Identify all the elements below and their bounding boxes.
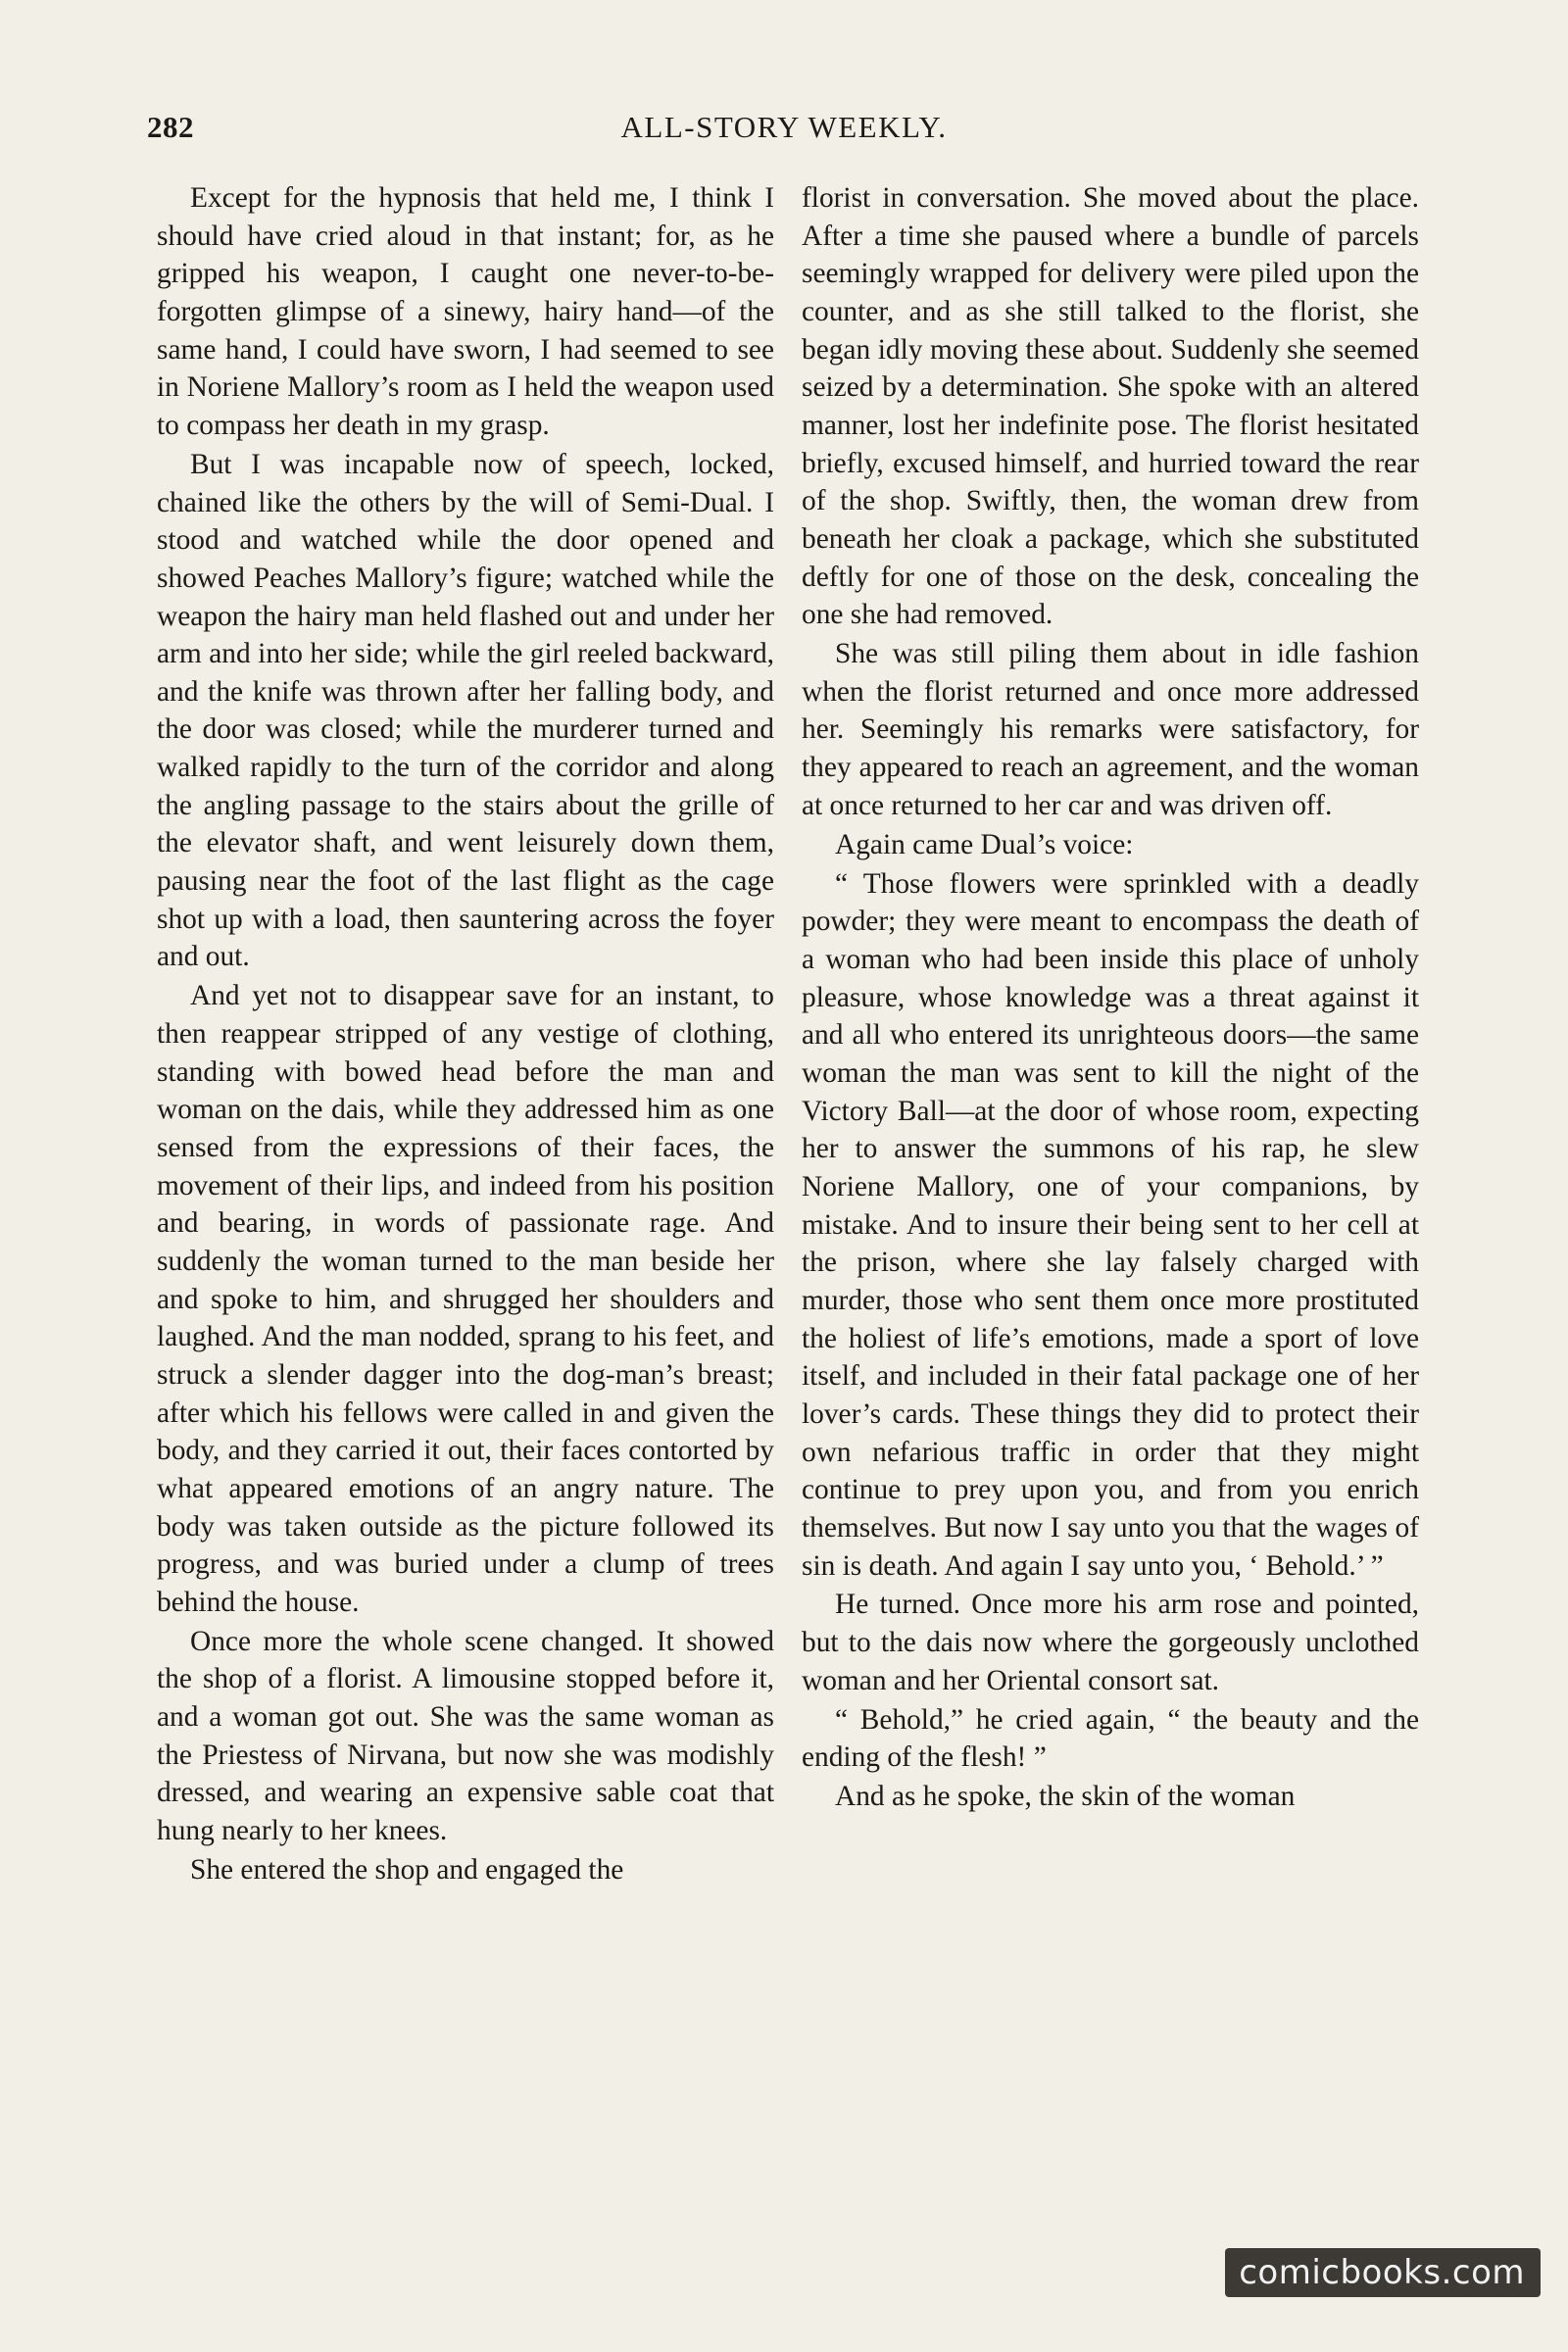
left-column <box>157 179 774 1890</box>
right-column <box>802 179 1419 1817</box>
paragraph: Except for the hypnosis that held me, I think I should have cried aloud in that instant; for, as he gripped his weapon, I caught one never-to-be-forgotten glimpse of a sinewy, hairy hand—of the same hand, I could have sworn, I had seemed to see in Noriene Mallory’s room as I held the weapon used to compass her death in my grasp. <box>157 182 774 441</box>
paragraph: “ Those flowers were sprinkled with a deadly powder; they were meant to encompass the death of a woman who had been inside this place of unholy pleasure, whose knowledge was a threat against it and all who entered its unrighteous doors—the same woman the man was sent to kill the night of the Victory Ball—at the door of whose room, expecting her to answer the summons of his rap, he slew Noriene Mallory, one of your companions, by mistake. And to insure their being sent to her cell at the prison, where she lay falsely charged with murder, those who sent them once more prostituted the holiest of life’s emotions, made a sport of love itself, and included in their fatal package one of her lover’s cards. These things they did to protect their own nefarious traffic in order that they might continue to prey upon you, and from you enrich themselves. But now I say unto you that the wages of sin is death. And again I say unto you, ‘ Behold.’ ” <box>802 867 1419 1582</box>
page-number: 282 <box>147 110 194 144</box>
paragraph: But I was incapable now of speech, locked, chained like the others by the will of Semi-Dual. I stood and watched while the door opened and showed Peaches Mallory’s figure; watched while the weapon the hairy man held flashed out and under her arm and into her side; while the girl reeled backward, and the knife was thrown after her falling body, and the door was closed; while the murderer turned and walked rapidly to the turn of the corridor and along the angling passage to the stairs about the grille of the elevator shaft, and went leisurely down them, pausing near the foot of the last flight as the cage shot up with a load, then sauntering across the foyer and out. <box>157 448 774 973</box>
page-header <box>147 110 1421 159</box>
paragraph: And as he spoke, the skin of the woman <box>835 1781 1296 1813</box>
paragraph: She entered the shop and engaged the <box>190 1854 624 1886</box>
running-title: ALL-STORY WEEKLY. <box>620 110 948 144</box>
paragraph: “ Behold,” he cried again, “ the beauty and the ending of the flesh! ” <box>802 1703 1419 1774</box>
paragraph-continued: florist in conversation. She moved about the place. After a time she paused where a bundle of parcels seemingly wrapped for delivery were piled upon the counter, and as she still talked to the florist, she began idly moving these about. Suddenly she seemed seized by a determination. She spoke with an altered manner, lost her indefinite pose. The florist hesitated briefly, excused himself, and hurried toward the rear of the shop. Swiftly, then, the woman drew from beneath her cloak a package, which she substituted deftly for one of those on the desk, concealing the one she had removed. <box>802 182 1419 631</box>
paragraph: He turned. Once more his arm rose and pointed, but to the dais now where the gorgeously unclothed woman and her Oriental consort sat. <box>802 1589 1419 1696</box>
site-watermark: comicbooks.com <box>1225 2248 1541 2297</box>
paragraph: Once more the whole scene changed. It showed the shop of a florist. A limousine stopped before it, and a woman got out. She was the same woman as the Priestess of Nirvana, but now she was modishly dressed, and wearing an expensive sable coat that hung nearly to her knees. <box>157 1625 774 1847</box>
paragraph: Again came Dual’s voice: <box>835 828 1134 860</box>
paragraph: She was still piling them about in idle fashion when the florist returned and once more addressed her. Seemingly his remarks were satisfactory, for they appeared to reach an agreement, and the woman at once returned to her car and was driven off. <box>802 638 1419 821</box>
paragraph: And yet not to disappear save for an instant, to then reappear stripped of any vestige of clothing, standing with bowed head before the man and woman on the dais, while they addressed him as one sensed from the expressions of their faces, the movement of their lips, and indeed from his position and bearing, in words of passionate rage. And suddenly the woman turned to the man beside her and spoke to him, and shrugged her shoulders and laughed. And the man nodded, sprang to his feet, and struck a slender dagger into the dog-man’s breast; after which his fellows were called in and given the body, and they carried it out, their faces contorted by what appeared emotions of an angry nature. The body was taken outside as the picture followed its progress, and was buried under a clump of trees behind the house. <box>157 980 774 1618</box>
